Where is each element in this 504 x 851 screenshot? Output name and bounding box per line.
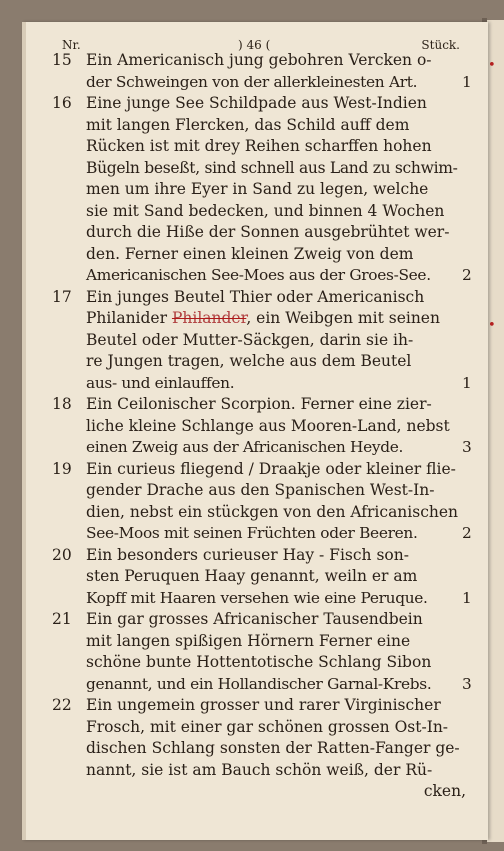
- text-line: dien, nebst ein stückgen von den Africanischen: [86, 502, 459, 521]
- header-stueck: Stück.: [421, 38, 460, 52]
- text-line: durch die Hiße der Sonnen ausgebrühtet wer-: [86, 223, 450, 241]
- text-line: Americanischen See-Moes aus der Groes-See. 2: [60, 265, 470, 287]
- margin-mark: •: [488, 318, 496, 333]
- item-count: 1: [462, 72, 472, 91]
- text-line: re Jungen tragen, welche aus dem Beutel: [86, 352, 412, 370]
- text-line: dischen Schlang sonsten der Ratten-Fanger ge-: [86, 739, 460, 757]
- text-line: aus- und einlauffen. 1: [60, 373, 470, 395]
- catalogue-entry: [52, 394, 472, 459]
- entry-number: 19: [52, 459, 72, 478]
- text-line: Beutel oder Mutter-Säckgen, darin sie ih-: [86, 330, 414, 349]
- entry-number: 21: [52, 610, 72, 628]
- text-line: Kopff mit Haaren versehen wie eine Peruque. 1: [60, 588, 470, 610]
- text-line: genannt, und ein Hollandischer Garnal-Krebs. 3: [60, 674, 470, 696]
- item-count: 1: [462, 588, 472, 607]
- text-line: den. Ferner einen kleinen Zweig von dem: [86, 244, 414, 263]
- text-line: 15 Ein Americanisch jung gebohren Vercken o-: [60, 50, 470, 72]
- text-line: 19 Ein curieus fliegend / Draakje oder kleiner flie-: [60, 459, 470, 481]
- catalogue-entry: [52, 50, 472, 93]
- text-line: liche kleine Schlange aus Mooren-Land, nebst: [86, 416, 450, 435]
- item-count: 2: [462, 266, 472, 284]
- catalogue-entry: [52, 545, 472, 610]
- entry-number: 16: [52, 94, 72, 112]
- text-line: 17 Ein junges Beutel Thier oder Americanisch: [60, 287, 470, 309]
- catalogue-entry: [52, 609, 472, 695]
- text-line: 20 Ein besonders curieuser Hay - Fisch son-: [60, 545, 470, 567]
- entry-number: 15: [52, 51, 72, 69]
- catalogue-entry: [52, 93, 472, 287]
- struck-word: Philander: [171, 309, 247, 327]
- page-header: [62, 30, 460, 52]
- text-line: mit langen spißigen Hörnern Ferner eine: [86, 631, 411, 650]
- text-line: einen Zweig aus der Africanischen Heyde. 3: [60, 437, 470, 459]
- text-line: sten Peruquen Haay genannt, weiln er am: [86, 567, 418, 585]
- margin-mark: •: [488, 58, 496, 73]
- item-count: 2: [462, 524, 472, 542]
- text-line: sie mit Sand bedecken, und binnen 4 Wochen: [86, 201, 445, 220]
- text-line: 21 Ein gar grosses Africanischer Tausendbein: [60, 609, 470, 631]
- text-line: der Schweingen von der allerkleinesten Art. 1: [60, 72, 470, 94]
- header-nr: Nr.: [62, 38, 81, 52]
- text-line: 22 Ein ungemein grosser und rarer Virginischer: [60, 695, 470, 717]
- text-line: schöne bunte Hottentotische Schlang Sibon: [86, 653, 432, 671]
- catalogue-entries: [52, 50, 472, 803]
- page-number: ) 46 (: [238, 38, 271, 52]
- entry-number: 22: [52, 696, 72, 714]
- text-line: Bügeln beseßt, sind schnell aus Land zu schwim-: [86, 158, 458, 177]
- text-line: 16 Eine junge See Schildpade aus West-Indien: [60, 93, 470, 115]
- text-line: Frosch, mit einer gar schönen grossen Ost-In-: [86, 717, 449, 736]
- item-count: 1: [462, 373, 472, 392]
- text-line: Philanider Philander, ein Weibgen mit seinen: [86, 309, 440, 327]
- text-line: 18 Ein Ceilonischer Scorpion. Ferner eine zier-: [60, 394, 470, 416]
- text-line: mit langen Flercken, das Schild auff dem: [86, 115, 410, 134]
- text-line: nannt, sie ist am Bauch schön weiß, der Rü-: [86, 760, 433, 779]
- catalogue-entry: [52, 287, 472, 395]
- entry-number: 18: [52, 395, 72, 413]
- item-count: 3: [462, 438, 472, 456]
- catalogue-entry: [52, 695, 470, 781]
- text-line: men um ihre Eyer in Sand zu legen, welche: [86, 180, 429, 198]
- next-page-edge: [486, 20, 504, 842]
- text-line: See-Moos mit seinen Früchten oder Beeren. 2: [60, 523, 470, 545]
- entry-number: 20: [52, 545, 72, 564]
- catalogue-entry: [52, 459, 472, 545]
- text-line: gender Drache aus den Spanischen West-In-: [86, 481, 435, 499]
- entry-number: 17: [52, 287, 72, 306]
- item-count: 3: [462, 674, 472, 693]
- text-line: Rücken ist mit drey Reihen scharffen hohen: [86, 137, 432, 155]
- catchword: cken,: [423, 782, 466, 800]
